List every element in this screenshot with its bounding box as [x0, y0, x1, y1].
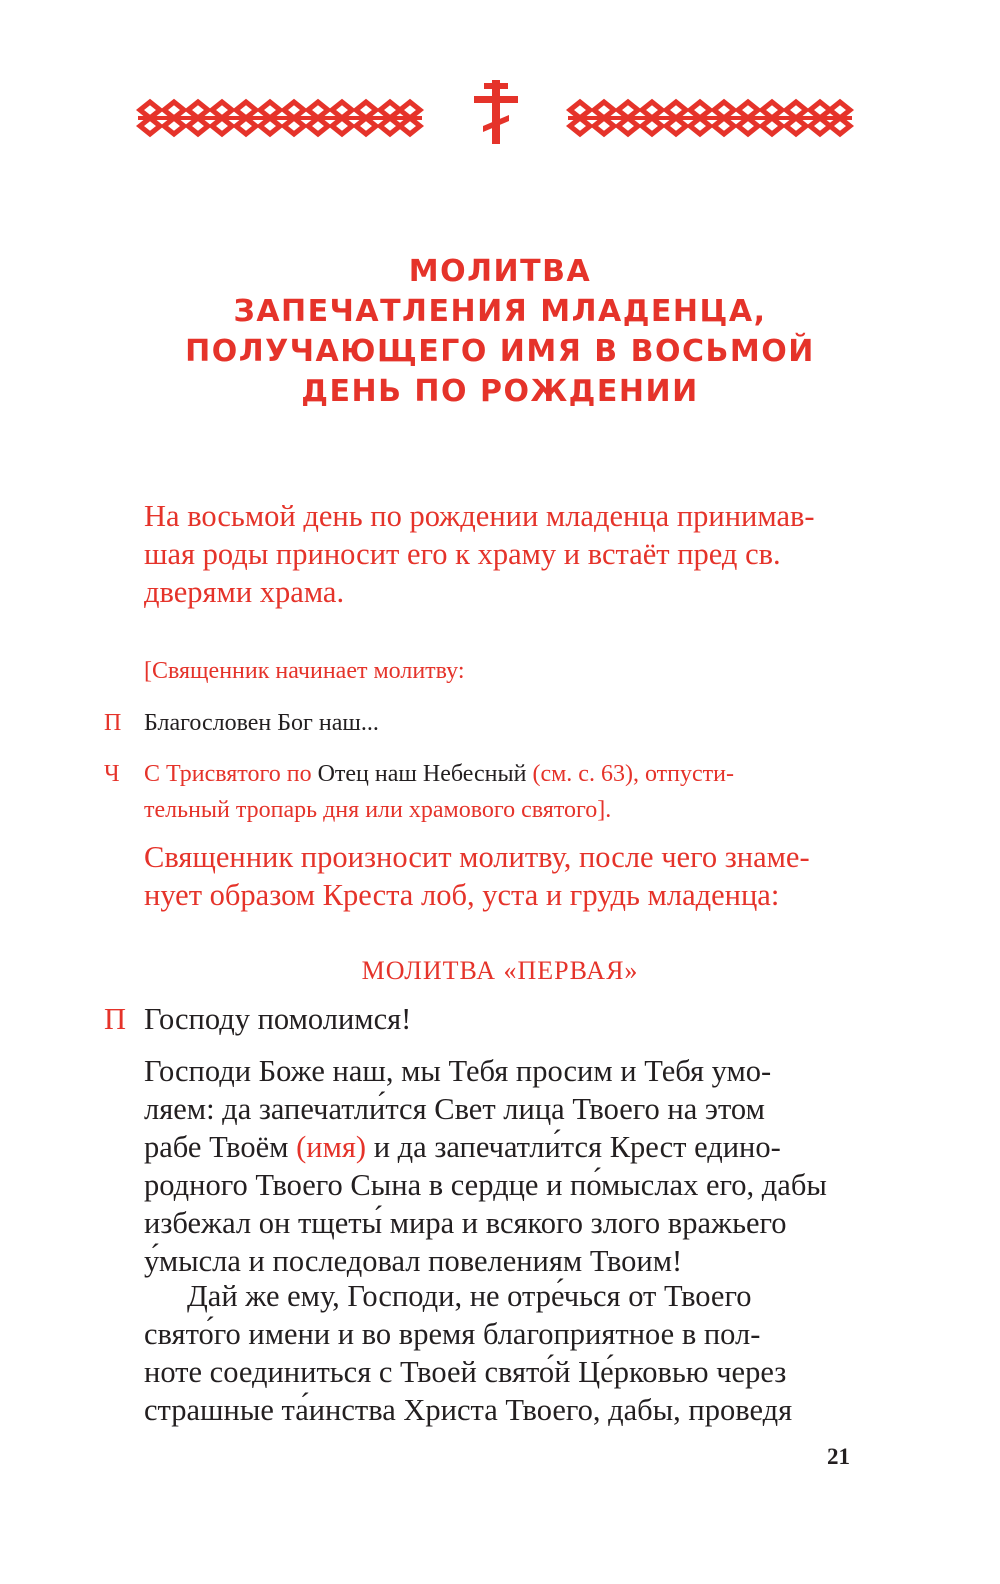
prayer-line: Дай же ему, Господи, не отре́чься от Твоего [187, 1279, 752, 1313]
speaker-marker-priest: П [104, 710, 122, 736]
trisagion-rubric [144, 756, 850, 828]
prayer-text: и да запечатли́тся Крест едино- [366, 1130, 781, 1164]
speaker-marker-priest: П [104, 1002, 127, 1036]
header-ornament [0, 0, 1000, 160]
trisagion-line-2: тельный тропарь дня или храмового святого]. [144, 797, 612, 823]
blessing-line: Благословен Бог наш... [144, 710, 379, 736]
prayer-line: свято́го имени и во время благоприятное в пол- [144, 1317, 761, 1351]
prayer-line [144, 1128, 850, 1166]
prayer-line: избежал он тщеты́ мира и всякого злого вражьего [144, 1206, 787, 1240]
section-subtitle: МОЛИТВА «ПЕРВАЯ» [361, 956, 639, 985]
rubric-text: С Трисвятого по [144, 761, 318, 787]
prayer-line: ляем: да запечатли́тся Свет лица Твоего на этом [144, 1092, 765, 1126]
exclamation-line: Господу помолимся! [144, 1002, 412, 1036]
prayer-line: Господи Боже наш, мы Тебя просим и Тебя умо- [144, 1054, 772, 1088]
prayer-line: ноте соединиться с Твоей свято́й Це́рковью через [144, 1355, 787, 1389]
title-line: ЗАПЕЧАТЛЕНИЯ МЛАДЕНЦА, [233, 294, 767, 329]
rubric-line: Священник произносит молитву, после чего знаме- [144, 840, 810, 874]
prayer-line: родного Твоего Сына в сердце и по́мыслах его, дабы [144, 1168, 827, 1202]
name-placeholder: (имя) [296, 1130, 367, 1164]
left-braid-band [138, 102, 422, 134]
prayer-paragraph-1 [144, 1052, 850, 1280]
title-line: ДЕНЬ ПО РОЖДЕНИИ [301, 374, 699, 409]
trisagion-line-1 [144, 756, 850, 792]
right-braid-band [568, 102, 852, 134]
page-title [0, 252, 1000, 412]
rubric-priest-begins: [Священник начинает молитву: [144, 658, 465, 684]
intro-line: шая роды приносит его к храму и встаёт пред св. [144, 537, 781, 571]
rubric-text: (см. с. 63), отпусти- [526, 761, 734, 787]
title-line: МОЛИТВА [408, 254, 592, 289]
rubric-priest-prayer [144, 838, 850, 914]
page-number: 21 [827, 1444, 850, 1469]
intro-line: дверями храма. [144, 575, 345, 609]
prayer-line: страшные та́инства Христа Твоего, дабы, проведя [144, 1393, 793, 1427]
prayer-line: у́мысла и последовал повелениям Твоим! [144, 1244, 683, 1278]
prayer-paragraph-2 [144, 1277, 850, 1429]
speaker-marker-reader: Ч [104, 761, 120, 787]
prayer-text: рабе Твоём [144, 1130, 297, 1164]
rubric-line: нует образом Креста лоб, уста и грудь младенца: [144, 878, 780, 912]
prayer-reference: Отец наш Небесный [317, 761, 527, 787]
orthodox-cross-icon [474, 80, 518, 144]
intro-rubric [144, 497, 850, 611]
title-line: ПОЛУЧАЮЩЕГО ИМЯ В ВОСЬМОЙ [185, 334, 815, 369]
intro-line: На восьмой день по рождении младенца принимав- [144, 499, 815, 533]
